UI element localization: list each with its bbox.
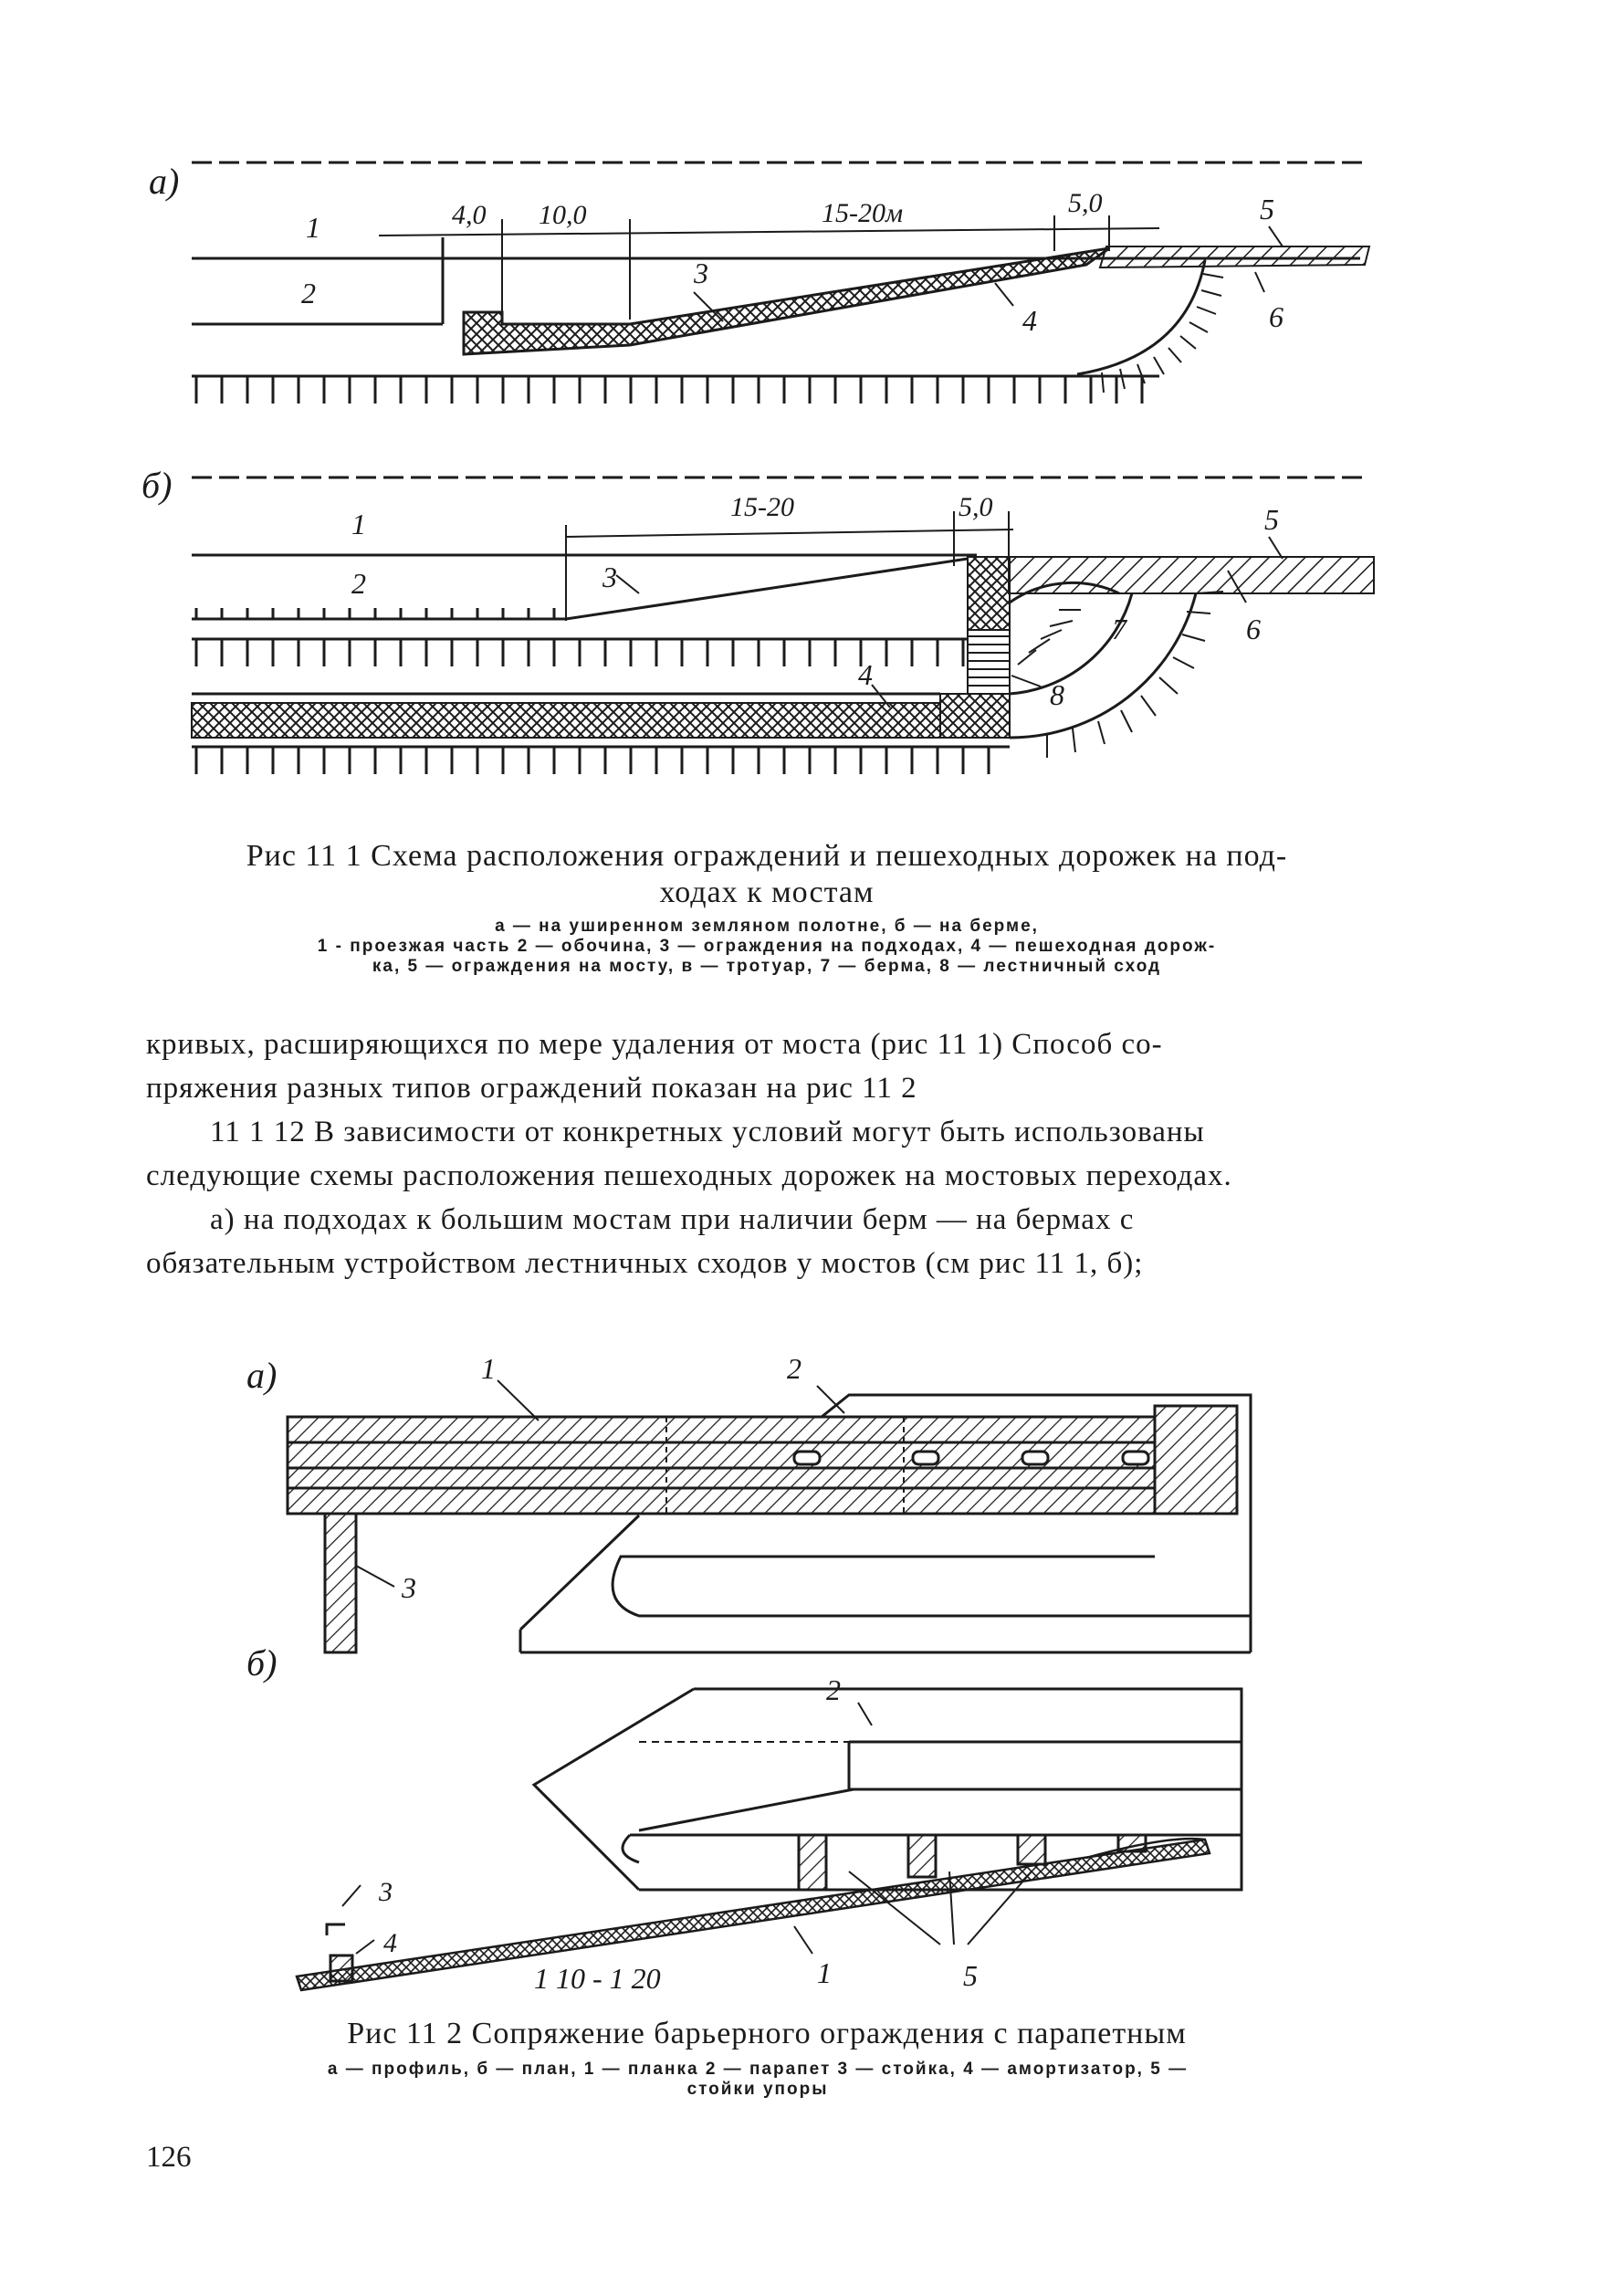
num-6: 6	[1269, 300, 1283, 333]
body-line-6: обязательным устройством лестничных сходов у мостов (см рис 11 1, б);	[146, 1247, 1144, 1280]
num-3: 3	[694, 257, 708, 289]
body-line-4: следующие схемы расположения пешеходных дорожек на мостовых переходах.	[146, 1159, 1232, 1192]
body-text	[146, 1022, 1397, 1285]
num-5: 5	[1260, 193, 1274, 225]
fig1b-label: б)	[141, 465, 173, 506]
num-b-3: 3	[602, 561, 617, 593]
num-b-5: 5	[1264, 503, 1279, 536]
fig2b-slope: 1 10 - 1 20	[534, 1962, 661, 1995]
fig2-panel-a	[246, 1352, 1251, 1652]
fig1-caption-line-2: ходах к мостам	[659, 875, 875, 909]
dim-5-0: 5,0	[1068, 188, 1103, 218]
figure-11-1-drawing	[0, 0, 1603, 822]
body-line-2: пряжения разных типов ограждений показан на рис 11 2	[146, 1072, 917, 1105]
num-b-6: 6	[1246, 613, 1261, 645]
fig1a-label: а)	[149, 161, 180, 202]
num-2: 2	[301, 277, 316, 309]
fig2b-num-5: 5	[963, 1959, 978, 1992]
dim-10-0: 10,0	[539, 200, 587, 230]
page-number: 126	[146, 2141, 192, 2174]
dim-4-0: 4,0	[452, 200, 487, 230]
fig2a-num-2: 2	[787, 1352, 802, 1385]
fig2b-num-1: 1	[817, 1956, 832, 1989]
num-4: 4	[1022, 304, 1037, 337]
num-b-8: 8	[1050, 678, 1064, 711]
num-b-7: 7	[1112, 613, 1126, 645]
fig2-legend-line-2: стойки упоры	[686, 2080, 829, 2099]
fig2b-num-3: 3	[379, 1877, 393, 1907]
fig1-legend-line-1: а — на уширенном земляном полотне, б — на берме,	[495, 917, 1039, 936]
body-line-5: а) на подходах к большим мостам при наличии берм — на бермах с	[210, 1203, 1135, 1236]
body-line-3: 11 1 12 В зависимости от конкретных условий могут быть использованы	[210, 1116, 1205, 1148]
num-b-4: 4	[858, 658, 873, 691]
dim-15-20m: 15-20м	[822, 198, 904, 228]
body-line-1: кривых, расширяющихся по мере удаления от моста (рис 11 1) Способ со-	[146, 1028, 1163, 1061]
fig2b-num-4: 4	[383, 1928, 397, 1958]
num-b-2: 2	[351, 567, 366, 600]
fig1-caption-title	[137, 838, 1397, 911]
num-1: 1	[306, 211, 320, 244]
dim-15-20: 15-20	[730, 492, 794, 522]
fig2a-num-3: 3	[402, 1571, 416, 1604]
fig1-legend-line-2: 1 - проезжая часть 2 — обочина, 3 — ограждения на подходах, 4 — пешеходная дорож-	[317, 937, 1217, 956]
fig2-caption-title: Рис 11 2 Сопряжение барьерного ограждения с парапетным	[347, 2017, 1187, 2050]
fig2a-num-1: 1	[481, 1352, 496, 1385]
fig1-legend	[137, 917, 1397, 977]
fig1-caption-line-1: Рис 11 1 Схема расположения ограждений и пешеходных дорожек на под-	[246, 839, 1288, 873]
fig1-legend-line-3: ка, 5 — ограждения на мосту, в — тротуар, 7 — берма, 8 — лестничный сход	[372, 957, 1162, 976]
dim-5-0-b: 5,0	[959, 492, 993, 522]
fig2b-num-2: 2	[826, 1673, 841, 1706]
fig1-panel-b	[141, 465, 1374, 774]
fig2b-label: б)	[246, 1642, 278, 1683]
fig2-legend	[100, 2060, 1415, 2100]
fig2-legend-line-1: а — профиль, б — план, 1 — планка 2 — парапет 3 — стойка, 4 — амортизатор, 5 —	[327, 2060, 1189, 2079]
num-b-1: 1	[351, 508, 366, 540]
fig1-panel-a	[149, 161, 1369, 404]
figure-11-2-drawing	[0, 1315, 1603, 2018]
fig2a-label: а)	[246, 1355, 278, 1396]
fig2-panel-b	[246, 1642, 1242, 1995]
